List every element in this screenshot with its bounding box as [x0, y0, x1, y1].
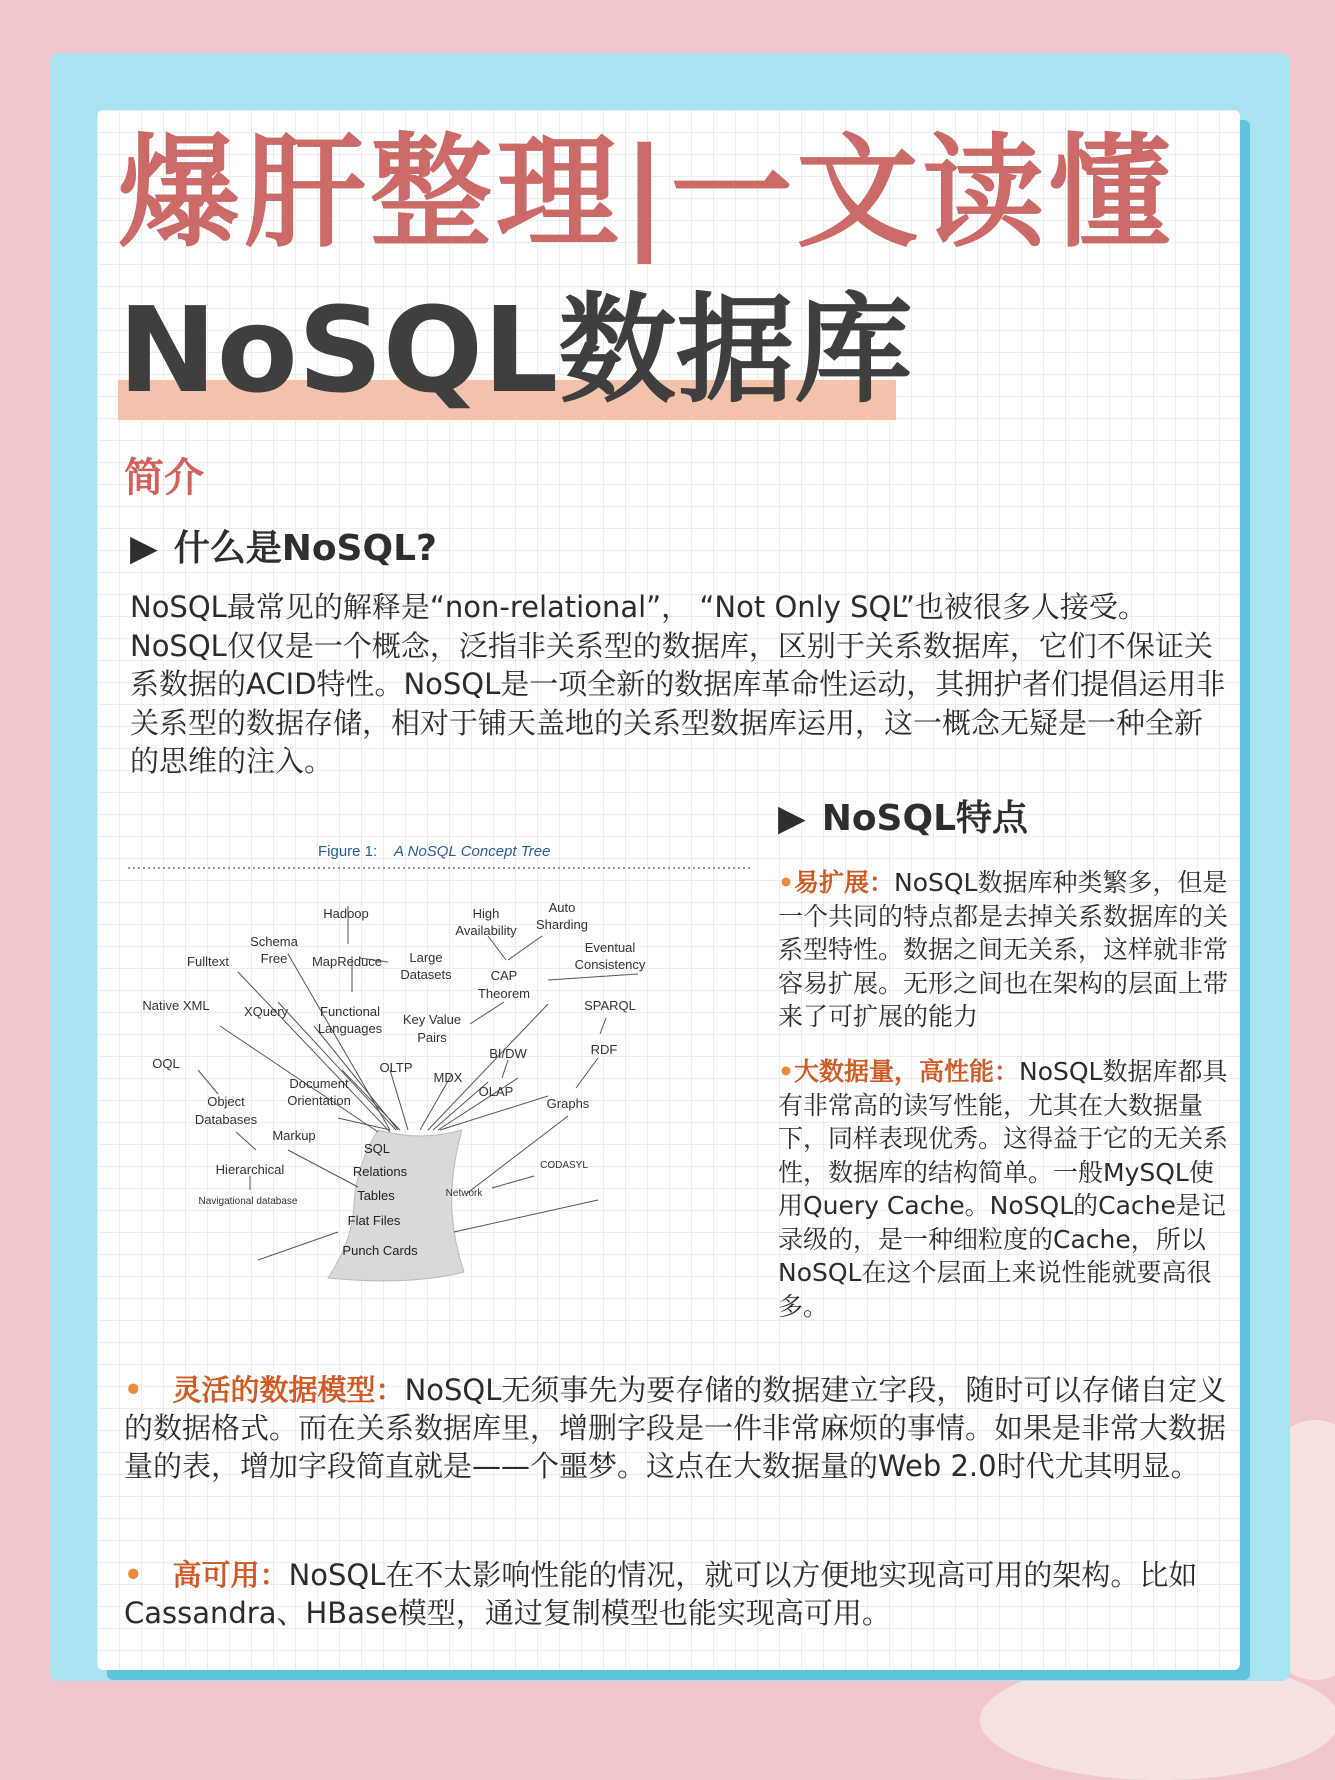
bullet-dot: • [124, 1373, 143, 1407]
nosql-features-heading-text: NoSQL特点 [821, 798, 1029, 839]
node-native-xml: Native XML [142, 998, 210, 1013]
node-object-databases-2: Databases [194, 1112, 258, 1127]
feature-label: 灵活的数据模型： [172, 1373, 405, 1407]
node-auto-sharding-1: Auto [548, 900, 576, 915]
node-olap: OLAP [478, 1084, 514, 1099]
concept-tree-diagram [128, 832, 756, 1302]
bullet-dot: • [778, 1057, 794, 1086]
node-hadoop: Hadoop [323, 906, 369, 921]
node-document-orientation-1: Document [289, 1076, 349, 1091]
feature-label: 高可用： [172, 1558, 289, 1592]
node-eventual-consistency-1: Eventual [584, 940, 636, 955]
nosql-features-heading [778, 790, 1028, 841]
feature-text: NoSQL无须事先为要存储的数据建立字段，随时可以存储自定义的数据格式。而在关系数据库里，增删字段是一件非常麻烦的事情。如果是非常大数据量的表，增加字段简直就是——个噩梦。这点在大数据量的Web 2.0时代尤其明显。 [124, 1373, 1227, 1483]
node-navigational-database: Navigational database [198, 1196, 298, 1207]
node-cap-theorem-1: CAP [490, 968, 518, 983]
node-high-availability-1: High [472, 906, 500, 921]
node-key-value-pairs-2: Pairs [417, 1030, 447, 1045]
node-markup: Markup [272, 1128, 316, 1143]
trunk-label-sql: SQL [363, 1141, 391, 1156]
trunk-label-tables: Tables [357, 1188, 395, 1203]
feature-item-high-performance [778, 1055, 1230, 1323]
trunk-label-flat-files: Flat Files [347, 1213, 401, 1228]
node-fulltext: Fulltext [187, 954, 229, 969]
node-document-orientation-2: Orientation [287, 1093, 351, 1108]
node-bidw: BI/DW [489, 1046, 527, 1061]
node-functional-languages-2: Languages [317, 1021, 383, 1036]
node-network: Network [445, 1188, 483, 1199]
node-high-availability-2: Availability [455, 923, 517, 938]
triangle-bullet-icon: ▶ [130, 528, 158, 569]
bullet-dot: • [778, 868, 794, 897]
feature-label: 易扩展： [793, 868, 894, 897]
title-line-2-block [118, 280, 912, 420]
node-codasyl: CODASYL [540, 1160, 588, 1171]
what-is-nosql-heading-text: 什么是NoSQL? [173, 528, 437, 569]
node-mapreduce: MapReduce [311, 954, 383, 969]
node-large-datasets-1: Large [409, 950, 443, 965]
node-schema-free-2: Free [260, 951, 288, 966]
feature-text: NoSQL数据库种类繁多，但是一个共同的特点都是去掉关系数据库的关系型特性。数据之间无关系，这样就非常容易扩展。无形之间也在架构的层面上带来了可扩展的能力 [778, 868, 1229, 1031]
node-schema-free-1: Schema [250, 934, 298, 949]
feature-text: NoSQL数据库都具有非常高的读写性能，尤其在大数据量下，同样表现优秀。这得益于它的无关系性，数据库的结构简单。一般MySQL使用Query Cache。NoSQL的Cache是记录级的，是一种细粒度的Cache，所以NoSQL在这个层面上来说性能就要高很多。 [778, 1057, 1229, 1321]
bullet-dot: • [124, 1558, 143, 1592]
node-xquery: XQuery [243, 1004, 289, 1019]
node-functional-languages-1: Functional [320, 1004, 380, 1019]
what-is-nosql-heading [130, 520, 437, 571]
triangle-bullet-icon: ▶ [778, 798, 806, 839]
node-rdf: RDF [590, 1042, 618, 1057]
node-object-databases-1: Object [207, 1094, 245, 1109]
trunk-label-relations: Relations [352, 1164, 408, 1179]
feature-item-scalable [778, 866, 1230, 1034]
node-graphs: Graphs [546, 1096, 590, 1111]
node-cap-theorem-2: Theorem [477, 986, 531, 1001]
node-mdx: MDX [433, 1070, 463, 1085]
figure-caption-prefix: Figure 1: [318, 843, 378, 860]
node-oltp: OLTP [379, 1060, 413, 1075]
what-is-nosql-paragraph: NoSQL最常见的解释是“non-relational”， “Not Only SQL”也被很多人接受。NoSQL仅仅是一个概念，泛指非关系型的数据库，区别于关系数据库，它们不保证关系数据的ACID特性。NoSQL是一项全新的数据库革命性运动，其拥护者们提倡运用非关系型的数据存储，相对于铺天盖地的关系型数据库运用，这一概念无疑是一种全新的思维的注入。 [130, 590, 1226, 778]
figure-caption-title: A NoSQL Concept Tree [394, 843, 551, 860]
node-large-datasets-2: Datasets [400, 967, 452, 982]
feature-label: 大数据量，高性能： [793, 1057, 1019, 1086]
feature-item-flexible-model [124, 1371, 1232, 1485]
node-auto-sharding-2: Sharding [535, 917, 589, 932]
title-line-1: 爆肝整理|一文读懂 [118, 122, 1175, 264]
node-sparql: SPARQL [584, 998, 636, 1013]
node-eventual-consistency-2: Consistency [574, 957, 646, 972]
node-key-value-pairs-1: Key Value [402, 1012, 462, 1027]
feature-item-high-availability [124, 1556, 1232, 1632]
section-heading-intro: 简介 [124, 455, 204, 501]
title-line-2: NoSQL数据库 [118, 281, 913, 419]
nosql-concept-tree-figure [128, 832, 756, 1302]
node-hierarchical: Hierarchical [215, 1162, 285, 1177]
feature-text: NoSQL在不太影响性能的情况，就可以方便地实现高可用的架构。比如Cassandra、HBase模型，通过复制模型也能实现高可用。 [124, 1558, 1198, 1630]
tree-trunk-shape [328, 1130, 464, 1281]
node-oql: OQL [152, 1056, 180, 1071]
trunk-label-punch-cards: Punch Cards [342, 1243, 418, 1258]
